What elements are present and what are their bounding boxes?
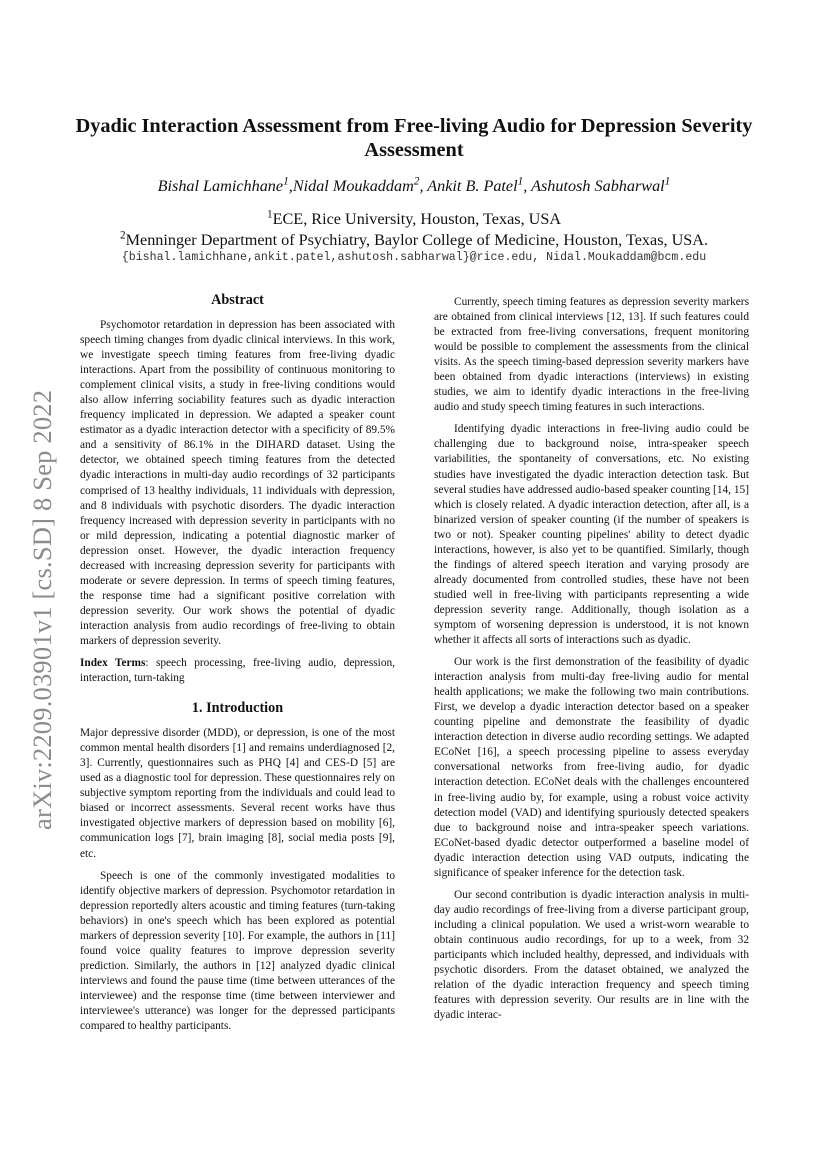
index-terms-label: Index Terms <box>80 657 146 670</box>
left-column <box>80 290 395 1041</box>
paper-title: Dyadic Interaction Assessment from Free-living Audio for Depression Severity Assessment <box>75 115 753 161</box>
affiliation-mark: 1 <box>266 208 273 221</box>
affiliation-text: ECE, Rice University, Houston, Texas, USA <box>272 210 562 228</box>
right-column <box>434 295 749 1030</box>
abstract-text: Psychomotor retardation in depression has been associated with speech timing changes from dyadic clinical interviews. In this work, we investigate speech timing features from free-living dyadic interactions. Apart from the possibility of continuous monitoring to complement clinical visits, a study in free-living conditions would also allow inferring sociability features such as dyadic interaction frequency implicated in depression. We adapted a speaker count estimator as a dyadic interaction detector with a specificity of 89.5% and a sensitivity of 86.1% in the DIHARD dataset. Using the detector, we obtained speech timing features from the detected dyadic interactions in multi-day audio recordings of 32 participants comprised of 13 healthy individuals, 11 individuals with depression, and 8 individuals with psychotic disorders. The dyadic interaction frequency increased with depression severity in participants with no or mild depression, indicating a potential diagnostic marker of depression onset. However, the dyadic interaction frequency decreased with increasing depression severity for participants with moderate or severe depression. In terms of speech timing features, the response time had a significant positive correlation with depression severity. Our work shows the potential of dyadic interaction analysis from audio recordings of free-living to obtain markers of depression severity. <box>80 319 395 647</box>
body-paragraph: Currently, speech timing features as depression severity markers are obtained from clinical interviews [12, 13]. If such features could be extracted from free-living conversations, frequent monitoring would be possible to complement the assessments from the clinical visits. As the speech timing-based depression severity markers have been obtained from dyadic interactions (interviews) in existing studies, we aim to identify dyadic interactions in the free-living audio and study speech timing features in such interactions. <box>434 296 749 414</box>
author-affil-mark: 1 <box>283 175 289 188</box>
intro-paragraph: Speech is one of the commonly investigated modalities to identify objective markers of depression. Psychomotor retardation in depression reportedly alters acoustic and timing features (turn-taking behaviors) in one's speech which has been explored as potential markers of depression severity [10]. For example, the authors in [11] found voice quality features to improve depression severity prediction. Similarly, the authors in [12] analyzed dyadic clinical interviews and found the pause time (time between utterances of the interviewee) and the response time (time between interviewer and interviewee's utterance) was longer for the depressed participants compared to healthy participants. <box>80 869 395 1033</box>
abstract-heading: Abstract <box>211 292 264 308</box>
affiliation-text: Menninger Department of Psychiatry, Baylor College of Medicine, Houston, Texas, USA. <box>125 231 709 249</box>
body-paragraph: Identifying dyadic interactions in free-living audio could be challenging due to background noise, intra-speaker speech variabilities, the spontaneity of conversations, etc. No existing studies have investigated the dyadic interaction detection task. But several studies have addressed audio-based speaker counting [14, 15] which is closely related. A dyadic interaction detection, after all, is a binarized version of speaker counting (if the number of speakers is two or not). Speaker counting pipelines' ability to detect dyadic interactions, however, is also yet to be quantified. Similarly, though the findings of altered speech iteration and varying prosody are already documented from controlled studies, these have not been studied well in free-living with participants representing a wide depression severity range. Additionally, though isolation as a symptom of worsening depression is understood, it is not known whether it affects all sorts of interactions such as dyadic. <box>434 423 749 647</box>
intro-paragraph: Major depressive disorder (MDD), or depression, is one of the most common mental health disorders [1] and remains underdiagnosed [2, 3]. Currently, questionnaires such as PHQ [4] and CES-D [5] are used as a diagnostic tool for depression. These questionnaires rely on subjective symptom reporting from the individuals and could lead to biased or incorrect assessments. Several recent works have thus investigated objective markers of depression based on mobility [6], communication logs [7], brain imaging [8], social media posts [9], etc. <box>80 727 395 860</box>
author-affil-mark: 1 <box>664 175 671 188</box>
author-name: Ankit B. Patel <box>427 177 518 195</box>
affiliation-mark: 2 <box>119 229 126 242</box>
author-name: Ashutosh Sabharwal <box>531 177 665 195</box>
affiliation <box>60 208 768 230</box>
author-affil-mark: 2 <box>413 175 420 188</box>
author-name: Nidal Moukaddam <box>292 177 414 195</box>
body-paragraph: Our second contribution is dyadic interaction analysis in multi-day audio recordings of free-living from a diverse participant group, including a clinical population. We used a wrist-worn wearable to obtain continuous audio recordings, for up to a week, from 32 participants which included healthy, depressed, and individuals with psychotic disorders. From the dataset obtained, we analyzed the relation of the dyadic interaction frequency and speech timing features with depression severity. Our results are in line with the dyadic interac- <box>434 888 749 1022</box>
author-emails: {bishal.lamichhane,ankit.patel,ashutosh.sabharwal}@rice.edu, Nidal.Moukaddam@bcm.edu <box>121 251 707 264</box>
body-paragraph: Our work is the first demonstration of the feasibility of dyadic interaction analysis from multi-day free-living audio for mental health applications; we make the following two main contributions. First, we develop a dyadic interaction detector based on a speaker counting pipeline and demonstrate the feasibility of dyadic interaction detection in diverse audio recording settings. We adapted ECoNet [16], a speech processing pipeline to assess everyday conversational networks from free-living audio, for dyadic interaction detection. ECoNet deals with the challenges encountered in free-living audio by, for example, using a robust voice activity detection model (VAD) and identifying spuriously detected speakers due to background noise and intra-speaker speech variations. ECoNet-based dyadic detector outperformed a baseline model of dyadic interaction detection using VAD outputs, indicating the significance of speaker inference for the detection task. <box>434 656 749 879</box>
author-name: Bishal Lamichhane <box>157 177 284 195</box>
author-affil-mark: 1 <box>517 175 524 188</box>
index-terms-text: : speech processing, free-living audio, depression, interaction, turn-taking <box>80 657 395 685</box>
index-terms <box>80 656 395 686</box>
affiliation <box>60 229 768 251</box>
arxiv-stamp: arXiv:2209.03901v1 [cs.SD] 8 Sep 2022 <box>27 389 57 830</box>
introduction-heading: 1. Introduction <box>191 700 284 717</box>
author-list: Bishal Lamichhane$^1$,Nidal Moukaddam$^2$, Ankit B. Patel$^1$, Ashutosh Sabharwal$^1$ <box>157 175 671 195</box>
